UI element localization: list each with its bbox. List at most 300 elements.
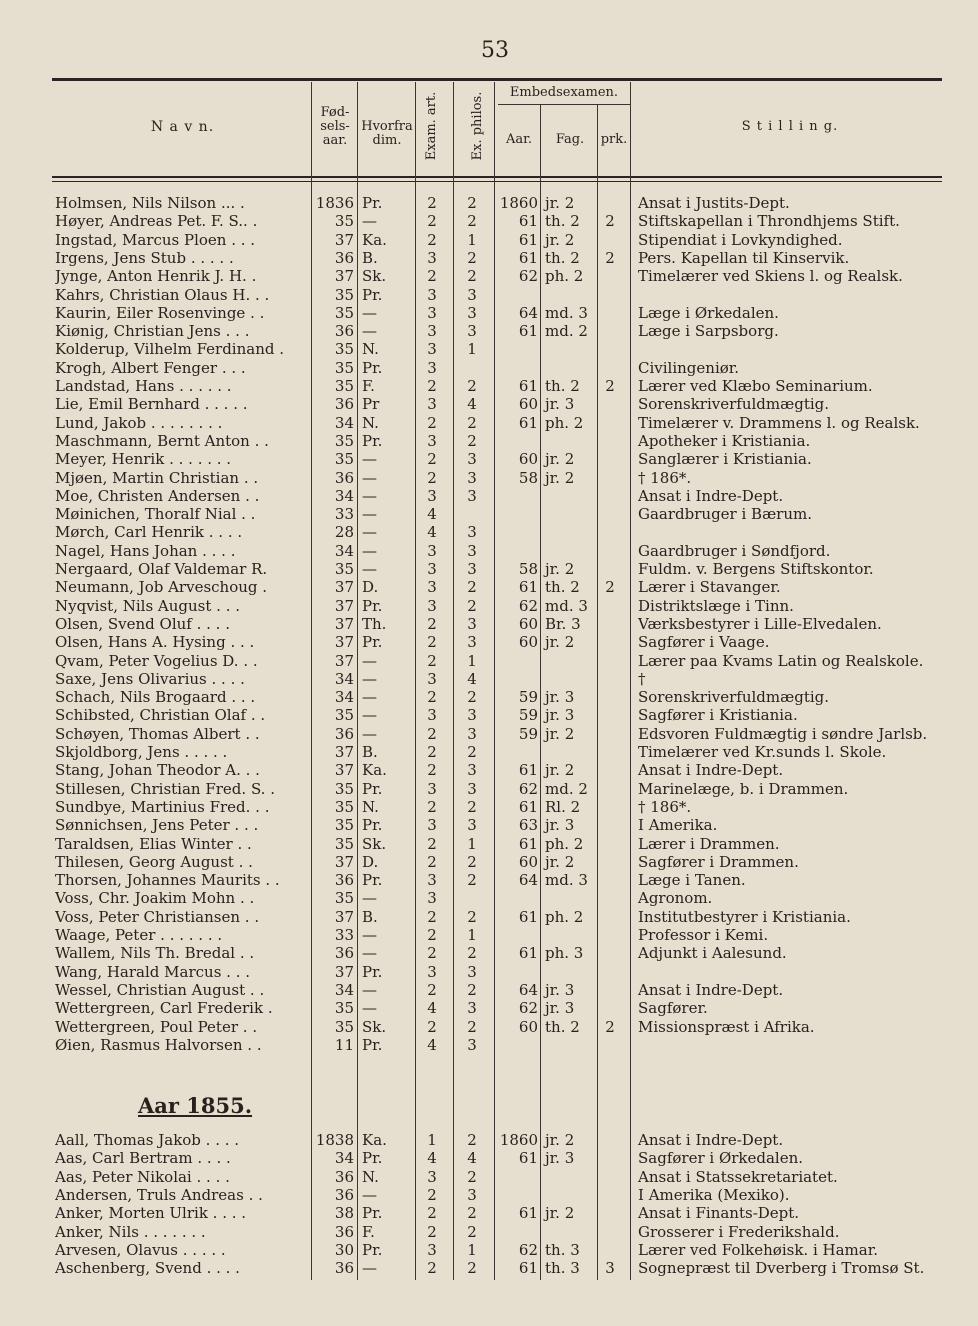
position: Sagfører i Vaage. <box>638 633 770 652</box>
birth-year: 35 <box>334 779 354 798</box>
exam-philos-grade: 2 <box>467 797 477 816</box>
exam-year: 61 <box>518 212 538 231</box>
birth-year: 34 <box>334 669 354 688</box>
student-name: Thilesen, Georg August . . <box>55 852 253 871</box>
from-school: Sk. <box>362 267 387 286</box>
position: † 186*. <box>638 797 692 816</box>
from-school: Ka. <box>362 230 387 249</box>
position: Gaardbruger i Søndfjord. <box>638 541 831 560</box>
exam-philos-grade: 4 <box>467 669 477 688</box>
exam-subject: th. 2 <box>545 212 580 231</box>
exam-philos-grade: 2 <box>467 1131 477 1149</box>
exam-philos-grade: 2 <box>467 1017 477 1036</box>
birth-year: 35 <box>334 560 354 578</box>
birth-year: 37 <box>334 907 354 926</box>
from-school: — <box>362 1259 377 1278</box>
from-school: N. <box>362 1167 379 1186</box>
practical-grade: 2 <box>605 578 615 597</box>
table-row <box>0 926 978 944</box>
exam-year: 62 <box>518 779 538 798</box>
position: Civilingeniør. <box>638 358 740 377</box>
exam-art-grade: 1 <box>427 1131 437 1149</box>
from-school: Pr. <box>362 596 383 615</box>
position: Institutbestyrer i Kristiania. <box>638 907 851 926</box>
position: Missionspræst i Afrika. <box>638 1017 815 1036</box>
exam-art-grade: 3 <box>427 962 437 981</box>
exam-year: 60 <box>518 614 538 633</box>
student-name: Arvesen, Olavus . . . . . <box>55 1240 226 1259</box>
table-row <box>0 1131 978 1149</box>
birth-year: 36 <box>334 944 354 963</box>
birth-year: 34 <box>334 486 354 505</box>
exam-art-grade: 3 <box>427 816 437 835</box>
from-school: Pr. <box>362 962 383 981</box>
student-name: Thorsen, Johannes Maurits . . <box>55 871 280 890</box>
exam-art-grade: 3 <box>427 431 437 450</box>
position: Professor i Kemi. <box>638 926 769 944</box>
exam-year: 63 <box>518 816 538 835</box>
exam-philos-grade: 1 <box>467 651 477 670</box>
from-school: Ka. <box>362 761 387 780</box>
birth-year: 35 <box>334 340 354 359</box>
from-school: — <box>362 999 377 1018</box>
exam-art-grade: 2 <box>427 944 437 963</box>
position: Lærer i Stavanger. <box>638 578 781 597</box>
exam-subject: jr. 2 <box>545 633 575 652</box>
exam-year: 61 <box>518 944 538 963</box>
exam-philos-grade: 2 <box>467 743 477 761</box>
exam-art-grade: 2 <box>427 651 437 670</box>
table-row <box>0 761 978 779</box>
exam-art-grade: 2 <box>427 743 437 761</box>
student-name: Aall, Thomas Jakob . . . . <box>55 1131 240 1149</box>
exam-philos-grade: 2 <box>467 267 477 286</box>
birth-year: 35 <box>334 816 354 835</box>
birth-year: 37 <box>334 230 354 249</box>
birth-year: 36 <box>334 1259 354 1278</box>
table-row <box>0 963 978 981</box>
exam-subject: th. 2 <box>545 1017 580 1036</box>
position: Apotheker i Kristiania. <box>638 431 811 450</box>
position: Læge i Tanen. <box>638 871 746 890</box>
student-name: Møinichen, Thoralf Nial . . <box>55 505 256 524</box>
exam-subject: th. 3 <box>545 1259 580 1278</box>
birth-year: 1836 <box>315 194 354 212</box>
table-row <box>0 798 978 816</box>
position: Adjunkt i Aalesund. <box>638 944 787 963</box>
header-from-line2: dim. <box>372 133 402 148</box>
birth-year: 34 <box>334 688 354 707</box>
exam-subject: jr. 2 <box>545 194 575 212</box>
from-school: — <box>362 541 377 560</box>
exam-subject: jr. 2 <box>545 852 575 871</box>
table-row <box>0 871 978 889</box>
exam-art-grade: 4 <box>427 999 437 1018</box>
student-name: Maschmann, Bernt Anton . . <box>55 431 269 450</box>
position: † 186*. <box>638 468 692 487</box>
from-school: B. <box>362 248 378 267</box>
exam-philos-grade: 3 <box>467 706 477 725</box>
header-bottom-rule-thin <box>52 181 942 182</box>
table-row <box>0 377 978 395</box>
position: Gaardbruger i Bærum. <box>638 505 813 524</box>
exam-art-grade: 2 <box>427 194 437 212</box>
position: I Amerika. <box>638 816 718 835</box>
position: Lærer paa Kvams Latin og Realskole. <box>638 651 924 670</box>
birth-year: 36 <box>334 395 354 414</box>
exam-philos-grade: 1 <box>467 1240 477 1259</box>
from-school: B. <box>362 907 378 926</box>
from-school: — <box>362 1185 377 1204</box>
from-school: Pr. <box>362 194 383 212</box>
from-school: N. <box>362 413 379 432</box>
exam-subject: ph. 3 <box>545 944 584 963</box>
exam-subject: th. 2 <box>545 377 580 395</box>
table-row <box>0 652 978 670</box>
position: Timelærer ved Skiens l. og Realsk. <box>638 267 903 286</box>
student-name: Schibsted, Christian Olaf . . <box>55 706 266 725</box>
exam-art-grade: 2 <box>427 450 437 469</box>
exam-philos-grade: 3 <box>467 560 477 578</box>
table-row <box>0 1149 978 1167</box>
position: Marinelæge, b. i Drammen. <box>638 779 849 798</box>
exam-philos-grade: 2 <box>467 871 477 890</box>
header-name: N a v n. <box>150 119 215 135</box>
from-school: — <box>362 560 377 578</box>
birth-year: 36 <box>334 724 354 743</box>
exam-art-grade: 2 <box>427 267 437 286</box>
position: Sanglærer i Kristiania. <box>638 450 812 469</box>
exam-art-grade: 3 <box>427 779 437 798</box>
section-title-1855: Aar 1855. <box>138 1093 253 1118</box>
exam-subject: jr. 2 <box>545 1131 575 1149</box>
exam-subject: md. 2 <box>545 322 588 341</box>
exam-art-grade: 2 <box>427 688 437 707</box>
from-school: — <box>362 303 377 322</box>
exam-year: 59 <box>518 688 538 707</box>
birth-year: 35 <box>334 212 354 231</box>
student-name: Wettergreen, Carl Frederik . <box>55 999 273 1018</box>
table-row <box>0 670 978 688</box>
birth-year: 34 <box>334 541 354 560</box>
from-school: F. <box>362 1222 375 1241</box>
position: Ansat i Indre-Dept. <box>638 486 784 505</box>
from-school: Pr. <box>362 431 383 450</box>
exam-art-grade: 2 <box>427 468 437 487</box>
position: Sagfører i Drammen. <box>638 852 799 871</box>
student-name: Nergaard, Olaf Valdemar R. <box>55 560 268 578</box>
exam-subject: md. 3 <box>545 871 588 890</box>
student-name: Holmsen, Nils Nilson ... . <box>55 194 245 212</box>
table-row <box>0 597 978 615</box>
student-name: Stang, Johan Theodor A. . . <box>55 761 260 780</box>
exam-year: 59 <box>518 724 538 743</box>
student-name: Schøyen, Thomas Albert . . <box>55 724 260 743</box>
birth-year: 35 <box>334 999 354 1018</box>
student-name: Schach, Nils Brogaard . . . <box>55 688 256 707</box>
exam-art-grade: 2 <box>427 1017 437 1036</box>
exam-philos-grade: 4 <box>467 1149 477 1168</box>
from-school: — <box>362 322 377 341</box>
birth-year: 36 <box>334 468 354 487</box>
from-school: Th. <box>362 614 387 633</box>
exam-art-grade: 2 <box>427 852 437 871</box>
position: Ansat i Indre-Dept. <box>638 761 784 780</box>
exam-philos-grade: 3 <box>467 999 477 1018</box>
exam-subject: jr. 3 <box>545 980 575 999</box>
table-row <box>0 816 978 834</box>
exam-year: 62 <box>518 1240 538 1259</box>
exam-philos-grade: 3 <box>467 285 477 304</box>
table-row <box>0 908 978 926</box>
from-school: Pr. <box>362 1204 383 1223</box>
position: Ansat i Justits-Dept. <box>638 194 790 212</box>
exam-philos-grade: 2 <box>467 1167 477 1186</box>
exam-art-grade: 3 <box>427 285 437 304</box>
student-name: Andersen, Truls Andreas . . <box>55 1185 263 1204</box>
from-school: Pr. <box>362 779 383 798</box>
from-school: Pr. <box>362 1035 383 1054</box>
exam-year: 62 <box>518 267 538 286</box>
student-name: Sundbye, Martinius Fred. . . <box>55 797 270 816</box>
student-name: Mjøen, Martin Christian . . <box>55 468 259 487</box>
student-name: Mørch, Carl Henrik . . . . <box>55 523 243 542</box>
exam-philos-grade: 2 <box>467 1222 477 1241</box>
position: Lærer ved Klæbo Seminarium. <box>638 377 873 395</box>
exam-subject: Br. 3 <box>545 614 581 633</box>
exam-art-grade: 4 <box>427 1035 437 1054</box>
table-row <box>0 1018 978 1036</box>
header-birth-year-line3: aar. <box>322 133 348 148</box>
from-school: — <box>362 212 377 231</box>
table-row <box>0 1168 978 1186</box>
exam-year: 62 <box>518 999 538 1018</box>
birth-year: 37 <box>334 852 354 871</box>
header-from-line1: Hvorfra <box>361 119 413 134</box>
position: Fuldm. v. Bergens Stiftskontor. <box>638 560 874 578</box>
student-name: Ingstad, Marcus Ploen . . . <box>55 230 256 249</box>
exam-art-grade: 3 <box>427 486 437 505</box>
exam-philos-grade: 3 <box>467 633 477 652</box>
student-name: Neumann, Job Arveschoug . <box>55 578 268 597</box>
table-row <box>0 944 978 962</box>
exam-year: 60 <box>518 633 538 652</box>
student-name: Kaurin, Eiler Rosenvinge . . <box>55 303 265 322</box>
exam-philos-grade: 1 <box>467 926 477 944</box>
table-row <box>0 249 978 267</box>
from-school: Pr <box>362 395 380 414</box>
exam-philos-grade: 1 <box>467 230 477 249</box>
student-name: Wallem, Nils Th. Bredal . . <box>55 944 255 963</box>
table-row <box>0 231 978 249</box>
birth-year: 37 <box>334 267 354 286</box>
student-name: Anker, Morten Ulrik . . . . <box>55 1204 247 1223</box>
student-name: Voss, Peter Christiansen . . <box>55 907 260 926</box>
exam-art-grade: 3 <box>427 358 437 377</box>
birth-year: 11 <box>334 1035 354 1054</box>
exam-philos-grade: 2 <box>467 944 477 963</box>
header-bottom-rule <box>52 176 942 178</box>
table-row <box>0 523 978 541</box>
exam-philos-grade: 1 <box>467 340 477 359</box>
exam-philos-grade: 3 <box>467 1185 477 1204</box>
student-name: Jynge, Anton Henrik J. H. . <box>55 267 257 286</box>
exam-subject: jr. 2 <box>545 724 575 743</box>
student-name: Wettergreen, Poul Peter . . <box>55 1017 258 1036</box>
header-exam-art: Exam. art. <box>424 91 439 161</box>
student-name: Waage, Peter . . . . . . . <box>55 926 223 944</box>
exam-art-grade: 2 <box>427 724 437 743</box>
exam-subject: th. 2 <box>545 248 580 267</box>
exam-subject: ph. 2 <box>545 413 584 432</box>
position: Sognepræst til Dverberg i Tromsø St. <box>638 1259 925 1278</box>
exam-art-grade: 3 <box>427 596 437 615</box>
table-row <box>0 743 978 761</box>
student-name: Lund, Jakob . . . . . . . . <box>55 413 223 432</box>
exam-art-grade: 3 <box>427 303 437 322</box>
exam-philos-grade: 2 <box>467 1259 477 1278</box>
exam-philos-grade: 3 <box>467 450 477 469</box>
practical-grade: 3 <box>605 1259 615 1278</box>
student-name: Nagel, Hans Johan . . . . <box>55 541 236 560</box>
header-aar: Aar. <box>505 132 533 147</box>
exam-art-grade: 2 <box>427 614 437 633</box>
student-name: Voss, Chr. Joakim Mohn . . <box>55 889 255 908</box>
exam-subject: jr. 2 <box>545 230 575 249</box>
exam-philos-grade: 2 <box>467 377 477 395</box>
student-name: Lie, Emil Bernhard . . . . . <box>55 395 248 414</box>
exam-art-grade: 3 <box>427 395 437 414</box>
table-row <box>0 725 978 743</box>
exam-philos-grade: 3 <box>467 541 477 560</box>
header-embedsexamen: Embedsexamen. <box>509 85 619 100</box>
table-row <box>0 322 978 340</box>
table-row <box>0 340 978 358</box>
birth-year: 34 <box>334 980 354 999</box>
exam-year: 1860 <box>499 194 538 212</box>
table-row <box>0 542 978 560</box>
student-name: Wessel, Christian August . . <box>55 980 265 999</box>
exam-subject: jr. 2 <box>545 450 575 469</box>
birth-year: 35 <box>334 377 354 395</box>
birth-year: 36 <box>334 1222 354 1241</box>
exam-year: 64 <box>518 980 538 999</box>
exam-art-grade: 2 <box>427 980 437 999</box>
birth-year: 34 <box>334 1149 354 1168</box>
student-name: Stillesen, Christian Fred. S. . <box>55 779 275 798</box>
student-name: Øien, Rasmus Halvorsen . . <box>55 1035 262 1054</box>
student-name: Irgens, Jens Stub . . . . . <box>55 248 234 267</box>
table-row <box>0 999 978 1017</box>
position: Ansat i Indre-Dept. <box>638 980 784 999</box>
header-from <box>358 120 416 148</box>
exam-art-grade: 3 <box>427 578 437 597</box>
birth-year: 36 <box>334 248 354 267</box>
exam-year: 59 <box>518 706 538 725</box>
exam-subject: Rl. 2 <box>545 797 581 816</box>
exam-philos-grade: 2 <box>467 852 477 871</box>
embedsexamen-rule <box>498 104 630 105</box>
exam-philos-grade: 3 <box>467 468 477 487</box>
exam-year: 61 <box>518 230 538 249</box>
from-school: Pr. <box>362 816 383 835</box>
table-row <box>0 469 978 487</box>
exam-subject: th. 3 <box>545 1240 580 1259</box>
table-row <box>0 1241 978 1259</box>
exam-art-grade: 2 <box>427 761 437 780</box>
exam-subject: jr. 3 <box>545 706 575 725</box>
birth-year: 37 <box>334 651 354 670</box>
exam-subject: jr. 2 <box>545 761 575 780</box>
header-exam-philos: Ex. philos. <box>470 91 485 161</box>
exam-philos-grade: 3 <box>467 303 477 322</box>
birth-year: 35 <box>334 834 354 853</box>
birth-year: 36 <box>334 1185 354 1204</box>
practical-grade: 2 <box>605 377 615 395</box>
student-name: Sønnichsen, Jens Peter . . . <box>55 816 259 835</box>
exam-subject: jr. 3 <box>545 688 575 707</box>
exam-subject: jr. 3 <box>545 999 575 1018</box>
table-row <box>0 853 978 871</box>
table-row <box>0 560 978 578</box>
birth-year: 35 <box>334 1017 354 1036</box>
from-school: — <box>362 724 377 743</box>
exam-subject: th. 2 <box>545 578 580 597</box>
exam-art-grade: 2 <box>427 212 437 231</box>
table-row <box>0 359 978 377</box>
exam-art-grade: 3 <box>427 889 437 908</box>
from-school: Sk. <box>362 834 387 853</box>
exam-art-grade: 3 <box>427 340 437 359</box>
exam-philos-grade: 2 <box>467 413 477 432</box>
position: Ansat i Statssekretariatet. <box>638 1167 838 1186</box>
from-school: N. <box>362 797 379 816</box>
birth-year: 37 <box>334 633 354 652</box>
exam-year: 58 <box>518 468 538 487</box>
exam-philos-grade: 2 <box>467 194 477 212</box>
student-name: Skjoldborg, Jens . . . . . <box>55 743 228 761</box>
exam-philos-grade: 2 <box>467 212 477 231</box>
exam-philos-grade: 2 <box>467 248 477 267</box>
position: Ansat i Finants-Dept. <box>638 1204 800 1223</box>
from-school: — <box>362 651 377 670</box>
exam-year: 61 <box>518 1204 538 1223</box>
exam-art-grade: 2 <box>427 377 437 395</box>
table-row <box>0 1036 978 1054</box>
exam-year: 61 <box>518 578 538 597</box>
exam-year: 58 <box>518 560 538 578</box>
table-row <box>0 450 978 468</box>
table-row <box>0 889 978 907</box>
exam-year: 64 <box>518 871 538 890</box>
table-row <box>0 981 978 999</box>
exam-art-grade: 2 <box>427 797 437 816</box>
position: Grosserer i Frederikshald. <box>638 1222 840 1241</box>
from-school: — <box>362 706 377 725</box>
position: I Amerika (Mexiko). <box>638 1185 790 1204</box>
position: Læge i Ørkedalen. <box>638 303 779 322</box>
from-school: — <box>362 486 377 505</box>
exam-philos-grade: 3 <box>467 614 477 633</box>
position: Lærer i Drammen. <box>638 834 780 853</box>
position: Sorenskriverfuldmægtig. <box>638 395 830 414</box>
exam-year: 61 <box>518 797 538 816</box>
exam-year: 61 <box>518 248 538 267</box>
exam-subject: jr. 2 <box>545 560 575 578</box>
position: Læge i Sarpsborg. <box>638 322 779 341</box>
exam-year: 61 <box>518 834 538 853</box>
birth-year: 1838 <box>315 1131 354 1149</box>
